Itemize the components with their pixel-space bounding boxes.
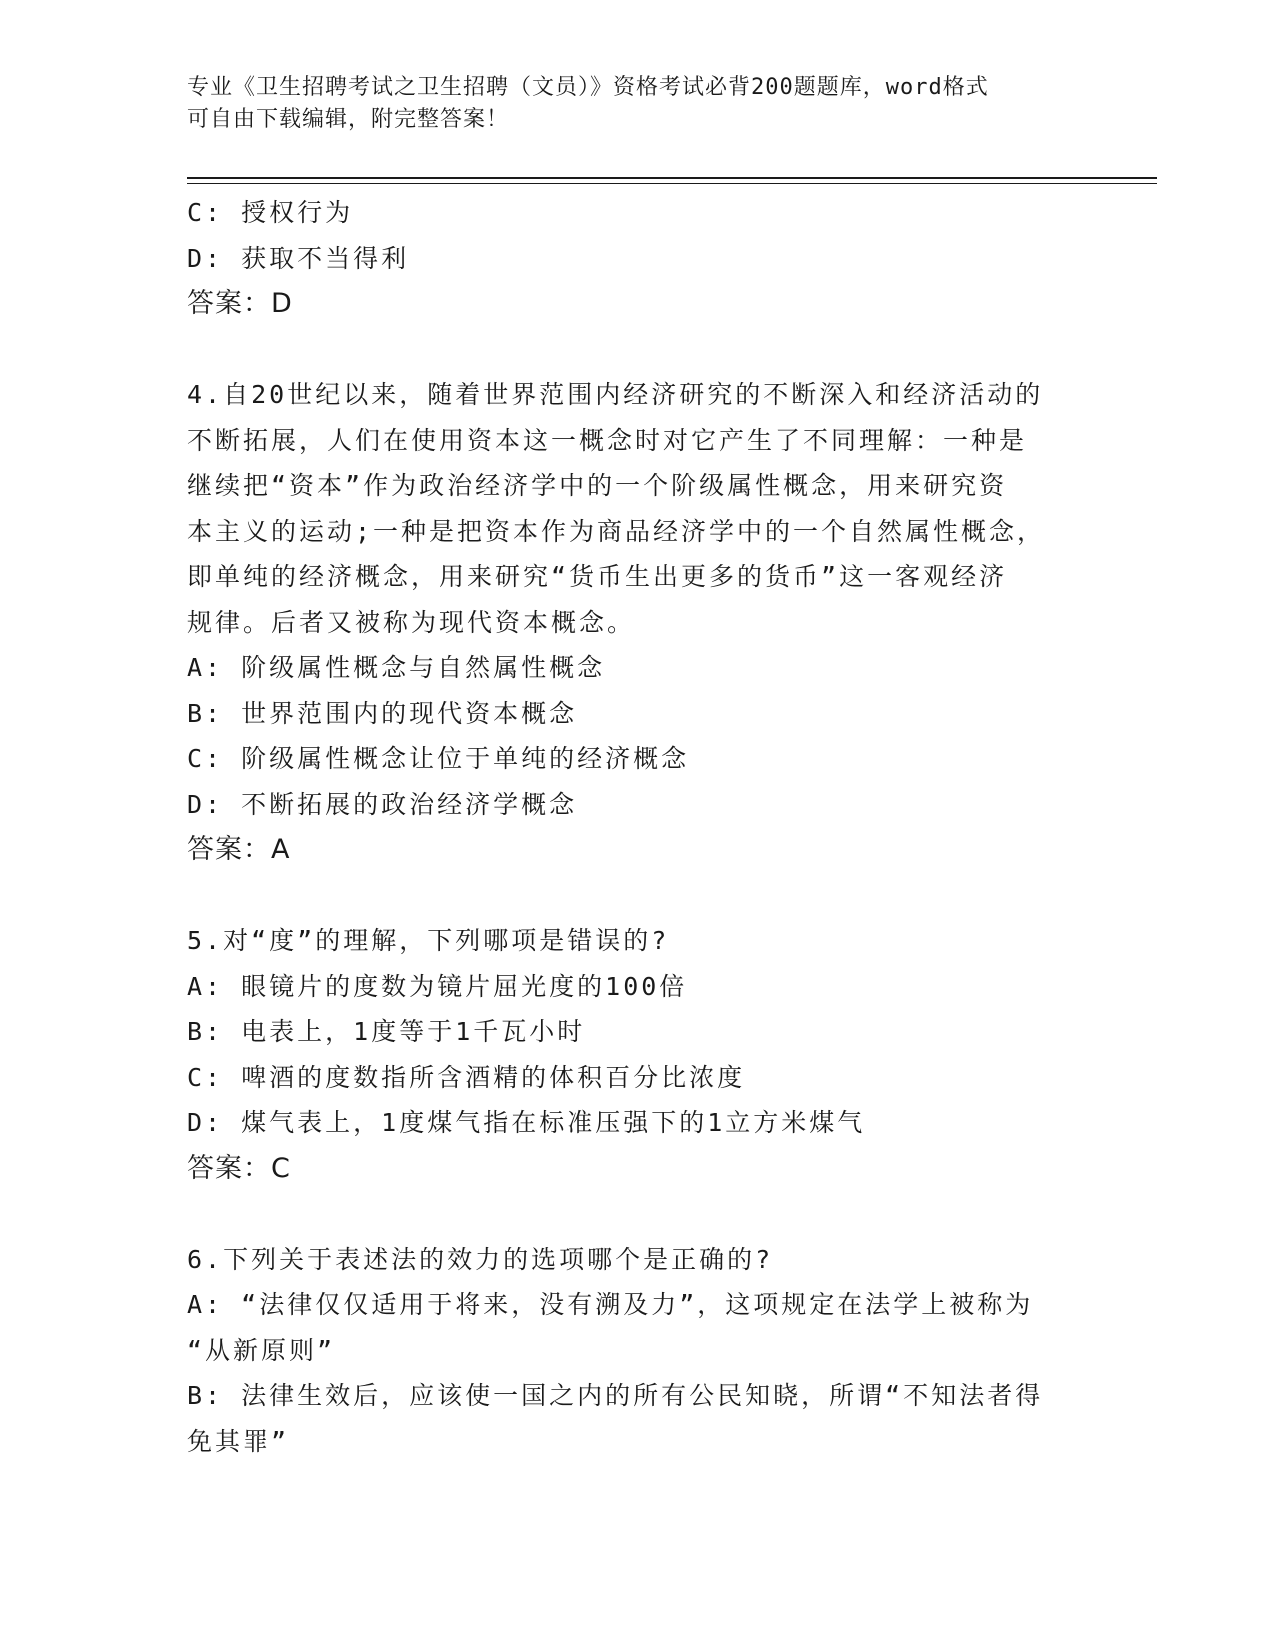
q5-option-d: D: 煤气表上，1度煤气指在标准压强下的1立方米煤气 <box>187 1108 866 1137</box>
q6-option-a-line: A: “法律仅仅适用于将来，没有溯及力”，这项规定在法学上被称为 <box>187 1290 1034 1319</box>
q3-answer: 答案：D <box>187 288 293 319</box>
q5-answer: 答案：C <box>187 1152 291 1184</box>
q5-option-a: A: 眼镜片的度数为镜片屈光度的100倍 <box>187 971 688 1001</box>
q4-stem-line: 不断拓展，人们在使用资本这一概念时对它产生了不同理解：一种是 <box>187 425 1028 455</box>
question-3-block <box>187 190 1087 327</box>
q6-stem: 6.下列关于表述法的效力的选项哪个是正确的? <box>187 1244 774 1274</box>
q4-stem-line: 本主义的运动;一种是把资本作为商品经济学中的一个自然属性概念， <box>187 516 1046 546</box>
q3-option-c: C: 授权行为 <box>187 198 354 227</box>
q5-option-c: C: 啤酒的度数指所含酒精的体积百分比浓度 <box>187 1062 746 1092</box>
q4-answer: 答案：A <box>187 834 291 865</box>
spacer <box>187 1191 1087 1237</box>
header-divider-thick <box>187 177 1157 179</box>
q6-option-b-line: B: 法律生效后，应该使一国之内的所有公民知晓，所谓“不知法者得 <box>187 1381 1044 1410</box>
q6-option-a-line: “从新原则” <box>187 1335 336 1365</box>
document-body <box>187 190 1087 1464</box>
q4-option-c: C: 阶级属性概念让位于单纯的经济概念 <box>187 744 690 773</box>
q4-stem-line: 继续把“资本”作为政治经济学中的一个阶级属性概念，用来研究资 <box>187 471 1008 500</box>
q4-option-b: B: 世界范围内的现代资本概念 <box>187 698 578 728</box>
q5-stem: 5.对“度”的理解，下列哪项是错误的? <box>187 926 670 955</box>
document-header <box>187 72 1087 136</box>
header-line-2: 可自由下载编辑，附完整答案！ <box>187 107 510 132</box>
q4-option-a: A: 阶级属性概念与自然属性概念 <box>187 653 606 682</box>
q6-option-b-line: 免其罪” <box>187 1426 290 1456</box>
q4-stem-line: 即单纯的经济概念，用来研究“货币生出更多的货币”这一客观经济 <box>187 562 1008 591</box>
header-line-1: 专业《卫生招聘考试之卫生招聘（文员）》资格考试必背200题题库，word格式 <box>187 75 989 100</box>
q4-option-d: D: 不断拓展的政治经济学概念 <box>187 789 578 819</box>
question-5-block <box>187 918 1087 1191</box>
q3-option-d: D: 获取不当得利 <box>187 243 410 273</box>
q4-stem-line: 规律。后者又被称为现代资本概念。 <box>187 607 636 637</box>
spacer <box>187 327 1087 373</box>
question-4-block <box>187 372 1087 873</box>
header-divider-thin <box>187 183 1157 184</box>
question-6-block <box>187 1237 1087 1465</box>
q4-stem-line: 4.自20世纪以来，随着世界范围内经济研究的不断深入和经济活动的 <box>187 380 1044 409</box>
spacer <box>187 873 1087 919</box>
q5-option-b: B: 电表上，1度等于1千瓦小时 <box>187 1017 586 1046</box>
